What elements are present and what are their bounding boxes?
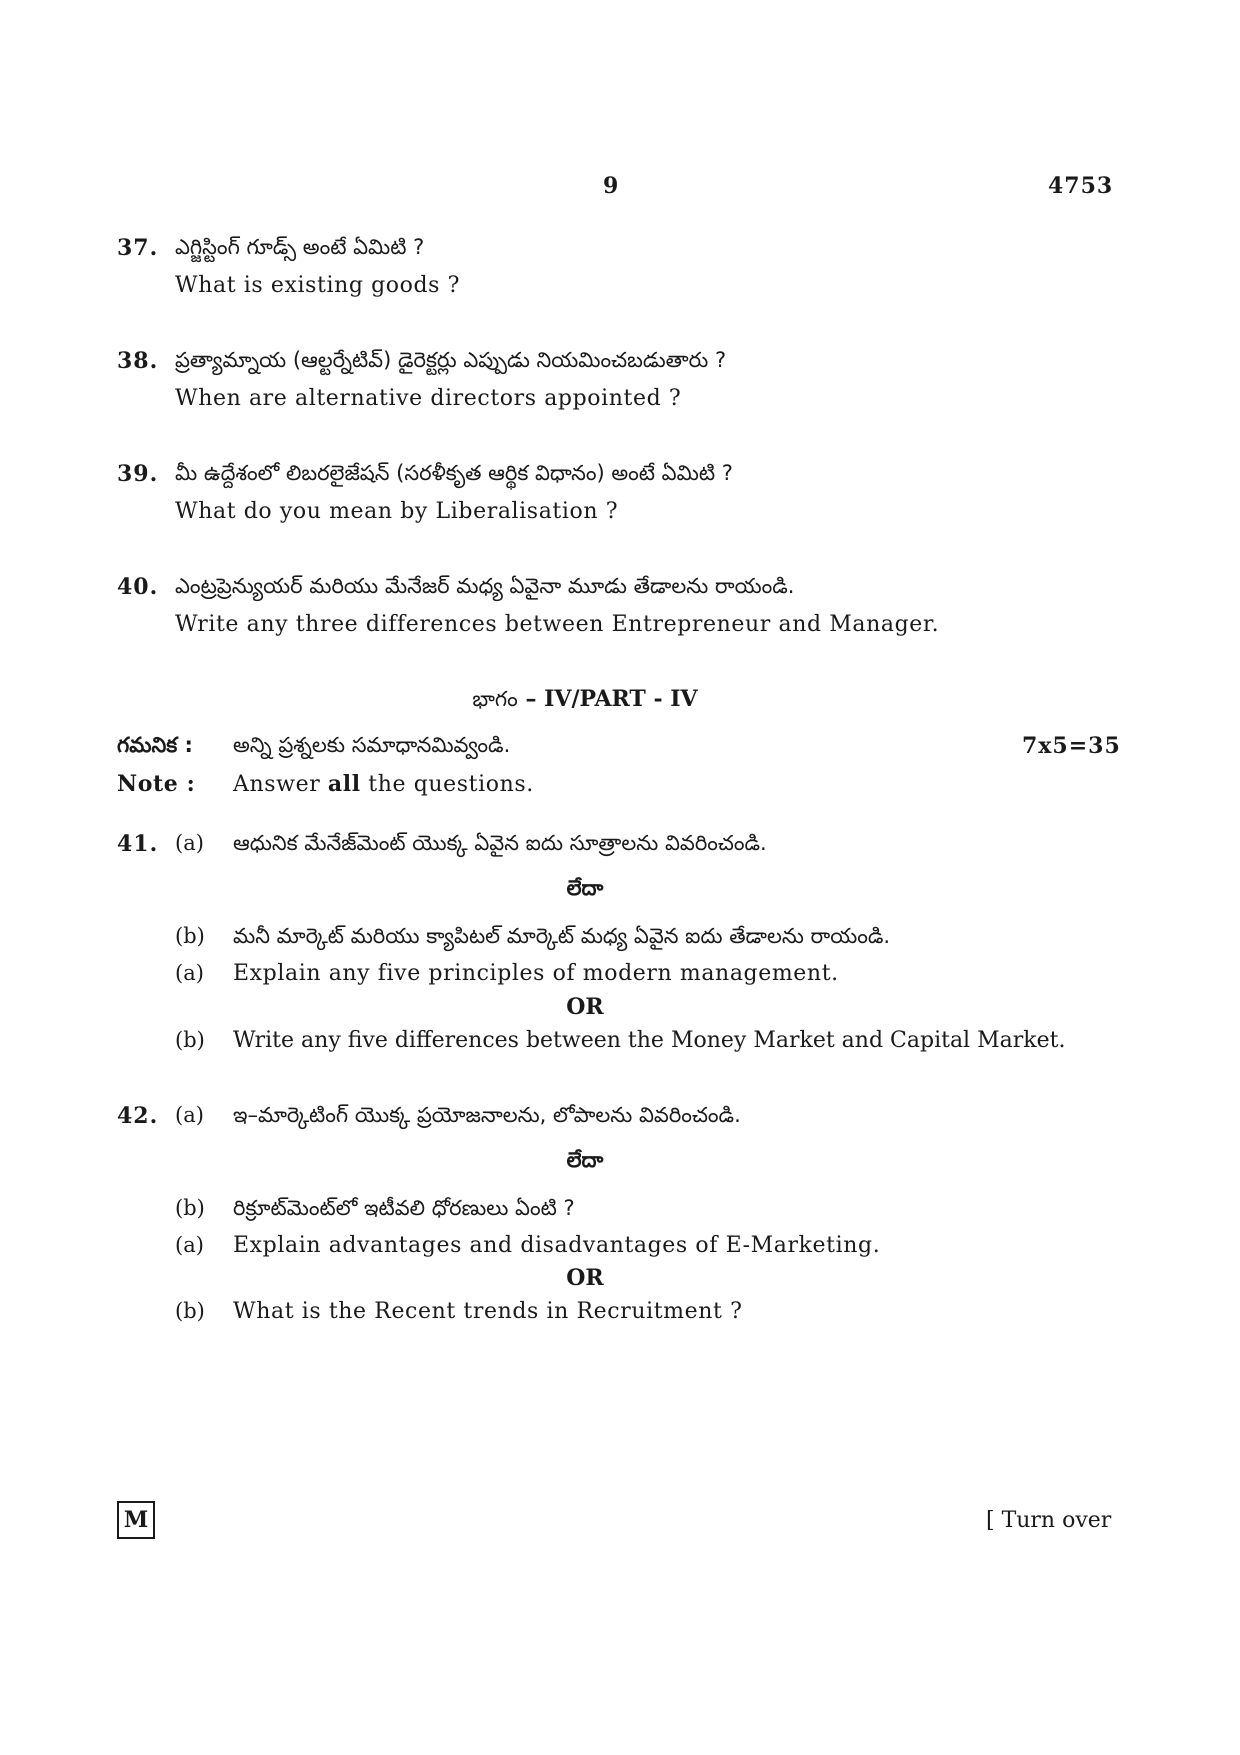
option-telugu-b: రిక్రూట్‌మెంట్‌లో ఇటీవలి ధోరణులు ఏంటి ? <box>233 1196 575 1220</box>
question-english: Write any three differences between Entrepreneur and Manager. <box>175 612 940 637</box>
question-number: 39. <box>117 461 159 487</box>
note-text-part: Answer <box>233 772 328 797</box>
question-english: What do you mean by Liberalisation ? <box>175 499 619 524</box>
page-number: 9 <box>603 173 620 199</box>
question-telugu: ప్రత్యామ్నాయ (ఆల్టర్నేటివ్) డైరెక్టర్లు ఎప్పుడు నియమించబడుతారు ? <box>175 348 727 372</box>
question-number: 40. <box>117 574 159 600</box>
note-label-english: Note : <box>117 771 196 797</box>
option-english-b: What is the Recent trends in Recruitment ? <box>233 1299 743 1324</box>
marks-allocation: 7x5=35 <box>1022 733 1121 759</box>
note-text-telugu: అన్ని ప్రశ్నలకు సమాధానమివ్వండి. <box>233 733 511 757</box>
note-text-part: the questions. <box>360 772 534 797</box>
question-english: What is existing goods ? <box>175 273 461 298</box>
question-telugu: మీ ఉద్దేశంలో లిబరలైజేషన్ (సరళీకృత ఆర్థిక విధానం) అంటే ఏమిటి ? <box>175 461 733 485</box>
or-english: OR <box>566 1265 604 1291</box>
option-label: (a) <box>175 1103 204 1127</box>
option-label: (b) <box>175 1028 205 1052</box>
option-label: (b) <box>175 1196 205 1220</box>
or-telugu: లేదా <box>566 876 604 900</box>
option-label: (a) <box>175 831 204 855</box>
note-label-telugu: గమనిక : <box>117 733 193 757</box>
question-telugu: ఎగ్జిస్టింగ్ గూడ్స్ అంటే ఏమిటి ? <box>175 235 425 259</box>
paper-code: 4753 <box>1048 173 1114 199</box>
option-english-a: Explain any five principles of modern management. <box>233 961 839 986</box>
m-mark-box: M <box>117 1501 155 1539</box>
question-english: When are alternative directors appointed ? <box>175 386 682 411</box>
question-number: 37. <box>117 235 159 261</box>
option-telugu-a: ఇ–మార్కెటింగ్ యొక్క ప్రయోజనాలను, లోపాలను వివరించండి. <box>233 1103 741 1127</box>
option-label: (b) <box>175 924 205 948</box>
option-english-b: Write any five differences between the Money Market and Capital Market. <box>233 1028 1066 1053</box>
question-number: 42. <box>117 1103 159 1129</box>
option-telugu-b: మనీ మార్కెట్ మరియు క్యాపిటల్ మార్కెట్ మధ్య ఏవైన ఐదు తేడాలను రాయండి. <box>233 924 891 948</box>
or-telugu: లేదా <box>566 1148 604 1172</box>
option-telugu-a: ఆధునిక మేనేజ్‌మెంట్ యొక్క ఏవైన ఐదు సూత్రాలను వివరించండి. <box>233 831 767 855</box>
question-telugu: ఎంట్రప్రెన్యుయర్ మరియు మేనేజర్ మధ్య ఏవైనా మూడు తేడాలను రాయండి. <box>175 574 795 598</box>
note-text-emphasis: all <box>327 771 361 797</box>
or-english: OR <box>566 994 604 1020</box>
option-label: (a) <box>175 961 204 985</box>
option-english-a: Explain advantages and disadvantages of E-Marketing. <box>233 1233 881 1258</box>
part-heading-english: – IV/PART - IV <box>517 686 698 712</box>
option-label: (b) <box>175 1299 205 1323</box>
part-heading <box>0 686 1170 717</box>
question-number: 41. <box>117 831 159 857</box>
turn-over: [ Turn over <box>986 1508 1112 1533</box>
option-label: (a) <box>175 1233 204 1257</box>
part-heading-telugu: భాగం <box>472 687 518 711</box>
note-text-english <box>233 771 534 797</box>
question-number: 38. <box>117 348 159 374</box>
